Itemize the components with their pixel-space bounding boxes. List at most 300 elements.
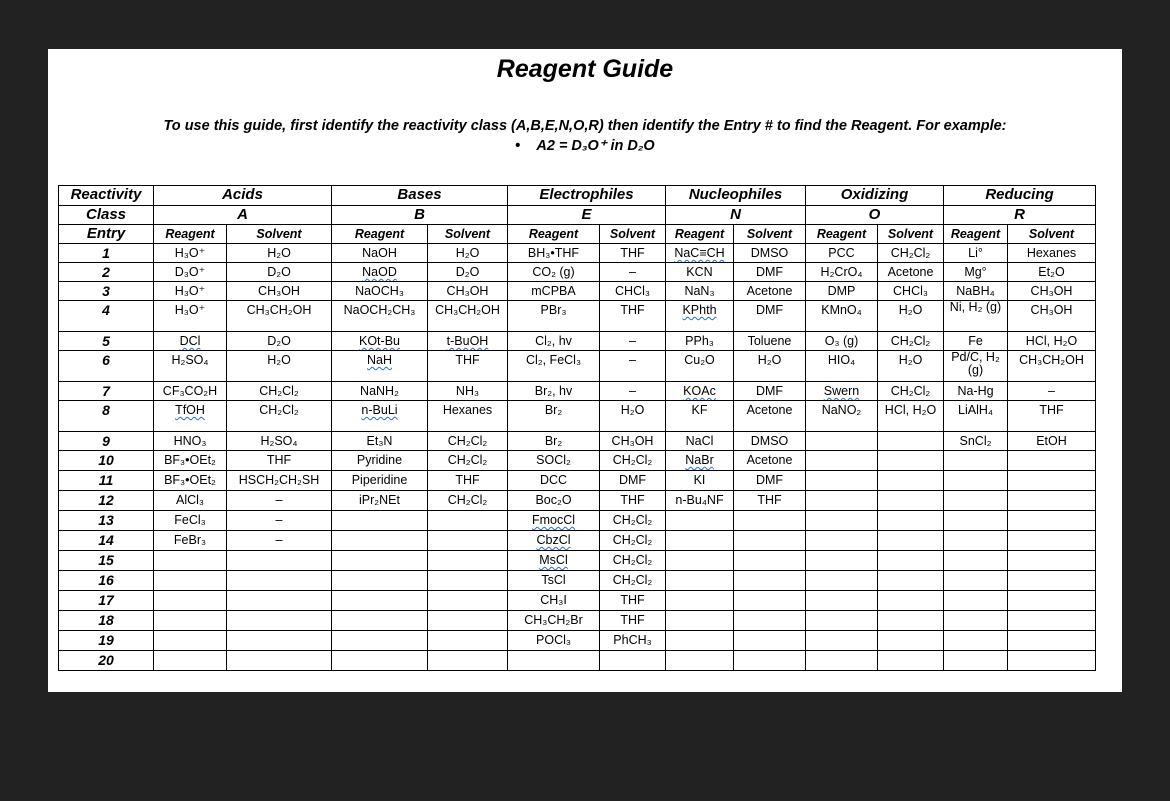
electrophiles-reagent-cell: DCC (508, 471, 600, 491)
electrophiles-reagent-text: FmocCl (531, 513, 576, 527)
electrophiles-reagent-cell: Br₂ (508, 432, 600, 451)
nucleophiles-reagent-cell (666, 244, 734, 263)
nucleophiles-reagent-cell: NaN₃ (666, 282, 734, 301)
bases-solvent-cell: CH₂Cl₂ (428, 432, 508, 451)
acids-reagent-cell: BF₃•OEt₂ (154, 451, 227, 471)
acids-solvent-cell (227, 611, 332, 631)
table-row (59, 382, 1096, 401)
table-row (59, 571, 1096, 591)
acids-reagent-cell (154, 591, 227, 611)
bases-solvent-cell (428, 591, 508, 611)
acids-solvent-cell: H₂O (227, 244, 332, 263)
entry-number: 3 (59, 282, 154, 301)
bases-reagent-cell (332, 511, 428, 531)
class-letter-n: N (666, 206, 806, 225)
acids-solvent-cell (227, 551, 332, 571)
nucleophiles-solvent-cell: DMF (734, 301, 806, 332)
bases-reagent-text: n-BuLi (361, 403, 398, 417)
entry-number: 14 (59, 531, 154, 551)
electrophiles-reagent-cell: POCl₃ (508, 631, 600, 651)
nucleophiles-reagent-cell (666, 591, 734, 611)
acids-solvent-cell: D₂O (227, 263, 332, 282)
electrophiles-solvent-cell: – (600, 263, 666, 282)
electrophiles-reagent-cell: CO₂ (g) (508, 263, 600, 282)
oxidizing-reagent-cell (806, 531, 878, 551)
oxidizing-reagent-cell (806, 551, 878, 571)
bases-reagent-cell (332, 611, 428, 631)
reducing-reagent-cell: Mg° (944, 263, 1008, 282)
reducing-solvent-cell: Hexanes (1008, 244, 1096, 263)
class-name-reducing: Reducing (944, 186, 1096, 206)
oxidizing-reagent-cell: PCC (806, 244, 878, 263)
nucleophiles-reagent-cell (666, 451, 734, 471)
nucleophiles-reagent-cell (666, 611, 734, 631)
entry-label: Entry (59, 225, 154, 244)
bases-solvent-cell (428, 531, 508, 551)
acids-reagent-cell: FeCl₃ (154, 511, 227, 531)
entry-number: 2 (59, 263, 154, 282)
reducing-solvent-cell (1008, 471, 1096, 491)
electrophiles-reagent-cell: BH₃•THF (508, 244, 600, 263)
nucleophiles-reagent-cell: KF (666, 401, 734, 432)
table-row (59, 451, 1096, 471)
oxidizing-solvent-cell (878, 531, 944, 551)
nucleophiles-reagent-cell (666, 551, 734, 571)
bases-reagent-cell: NaOCH₂CH₃ (332, 301, 428, 332)
bases-solvent-cell (428, 631, 508, 651)
acids-solvent-cell (227, 591, 332, 611)
oxidizing-solvent-cell (878, 651, 944, 671)
nucleophiles-solvent-cell: Acetone (734, 451, 806, 471)
class-name-bases: Bases (332, 186, 508, 206)
oxidizing-reagent-text: Swern (823, 384, 860, 398)
reducing-reagent-cell (944, 491, 1008, 511)
nucleophiles-solvent-cell: DMF (734, 471, 806, 491)
acids-solvent-cell: – (227, 491, 332, 511)
reducing-reagent-cell: SnCl₂ (944, 432, 1008, 451)
bases-solvent-cell (428, 551, 508, 571)
electrophiles-reagent-cell: TsCl (508, 571, 600, 591)
acids-solvent-cell: – (227, 511, 332, 531)
oxidizing-solvent-cell: CH₂Cl₂ (878, 332, 944, 351)
nucleophiles-reagent-cell: Cu₂O (666, 351, 734, 382)
oxidizing-solvent-cell (878, 491, 944, 511)
oxidizing-solvent-cell (878, 631, 944, 651)
electrophiles-reagent-cell: Br₂ (508, 401, 600, 432)
acids-reagent-cell: AlCl₃ (154, 491, 227, 511)
entry-number: 1 (59, 244, 154, 263)
table-row (59, 511, 1096, 531)
oxidizing-reagent-cell (806, 571, 878, 591)
oxidizing-solvent-cell: HCl, H₂O (878, 401, 944, 432)
nucleophiles-solvent-cell (734, 531, 806, 551)
table-row (59, 401, 1096, 432)
bases-reagent-cell (332, 263, 428, 282)
acids-reagent-cell (154, 631, 227, 651)
acids-solvent-cell: CH₃OH (227, 282, 332, 301)
reducing-solvent-header: Solvent (1008, 225, 1096, 244)
oxidizing-reagent-cell (806, 432, 878, 451)
table-row (59, 332, 1096, 351)
class-name-electrophiles: Electrophiles (508, 186, 666, 206)
reducing-reagent-cell (944, 571, 1008, 591)
acids-solvent-cell: CH₂Cl₂ (227, 401, 332, 432)
reducing-solvent-cell (1008, 591, 1096, 611)
oxidizing-solvent-cell (878, 511, 944, 531)
reducing-solvent-cell (1008, 551, 1096, 571)
bases-reagent-cell (332, 631, 428, 651)
bases-reagent-cell (332, 351, 428, 382)
reducing-solvent-cell (1008, 511, 1096, 531)
bases-reagent-text: NaH (366, 353, 392, 367)
document-page (48, 49, 1122, 692)
electrophiles-solvent-cell: CH₂Cl₂ (600, 531, 666, 551)
reducing-solvent-cell: Et₂O (1008, 263, 1096, 282)
oxidizing-reagent-cell (806, 451, 878, 471)
oxidizing-reagent-cell (806, 471, 878, 491)
entry-number: 17 (59, 591, 154, 611)
electrophiles-solvent-cell: CH₃OH (600, 432, 666, 451)
nucleophiles-reagent-header: Reagent (666, 225, 734, 244)
nucleophiles-reagent-cell (666, 571, 734, 591)
bases-reagent-header: Reagent (332, 225, 428, 244)
table-row (59, 263, 1096, 282)
bases-solvent-cell: CH₂Cl₂ (428, 451, 508, 471)
acids-solvent-cell: CH₃CH₂OH (227, 301, 332, 332)
acids-solvent-cell: H₂O (227, 351, 332, 382)
reducing-reagent-cell: Pd/C, H₂ (g) (944, 351, 1008, 382)
electrophiles-reagent-cell: mCPBA (508, 282, 600, 301)
electrophiles-reagent-cell: Cl₂, hv (508, 332, 600, 351)
reducing-reagent-cell (944, 471, 1008, 491)
class-letter-r: R (944, 206, 1096, 225)
table-row (59, 432, 1096, 451)
nucleophiles-reagent-text: KPhth (682, 303, 717, 317)
nucleophiles-reagent-cell (666, 511, 734, 531)
reducing-reagent-cell (944, 451, 1008, 471)
acids-solvent-cell: THF (227, 451, 332, 471)
reducing-reagent-cell (944, 631, 1008, 651)
nucleophiles-reagent-text: KOAc (683, 384, 716, 398)
bases-reagent-cell (332, 551, 428, 571)
nucleophiles-solvent-cell (734, 631, 806, 651)
oxidizing-solvent-cell (878, 551, 944, 571)
bases-solvent-header: Solvent (428, 225, 508, 244)
bases-solvent-cell: H₂O (428, 244, 508, 263)
reducing-solvent-cell: EtOH (1008, 432, 1096, 451)
oxidizing-reagent-cell (806, 631, 878, 651)
class-name-oxidizing: Oxidizing (806, 186, 944, 206)
electrophiles-solvent-cell: CH₂Cl₂ (600, 451, 666, 471)
electrophiles-reagent-cell: Cl₂, FeCl₃ (508, 351, 600, 382)
reducing-solvent-cell (1008, 611, 1096, 631)
entry-number: 9 (59, 432, 154, 451)
bases-reagent-text: NaOD (362, 265, 397, 279)
reducing-solvent-cell: HCl, H₂O (1008, 332, 1096, 351)
class-letter-o: O (806, 206, 944, 225)
bases-solvent-cell: D₂O (428, 263, 508, 282)
acids-reagent-cell: D₃O⁺ (154, 263, 227, 282)
bases-reagent-cell: Pyridine (332, 451, 428, 471)
nucleophiles-solvent-cell: DMF (734, 382, 806, 401)
acids-reagent-text: DCl (179, 334, 201, 348)
oxidizing-reagent-cell (806, 611, 878, 631)
electrophiles-reagent-cell: Br₂, hv (508, 382, 600, 401)
table-row (59, 531, 1096, 551)
nucleophiles-reagent-cell: KI (666, 471, 734, 491)
entry-number: 7 (59, 382, 154, 401)
nucleophiles-solvent-cell: DMF (734, 263, 806, 282)
table-row (59, 651, 1096, 671)
bases-solvent-cell: CH₃CH₂OH (428, 301, 508, 332)
acids-reagent-cell: H₂SO₄ (154, 351, 227, 382)
bases-reagent-cell: NaOH (332, 244, 428, 263)
electrophiles-solvent-cell: CH₂Cl₂ (600, 571, 666, 591)
reducing-reagent-cell (944, 611, 1008, 631)
electrophiles-reagent-header: Reagent (508, 225, 600, 244)
nucleophiles-solvent-cell: Toluene (734, 332, 806, 351)
electrophiles-solvent-cell: CH₂Cl₂ (600, 511, 666, 531)
class-label: Class (59, 206, 154, 225)
oxidizing-reagent-cell: H₂CrO₄ (806, 263, 878, 282)
nucleophiles-reagent-cell (666, 531, 734, 551)
reagent-table (58, 185, 1096, 671)
oxidizing-solvent-cell: H₂O (878, 351, 944, 382)
table-row (59, 591, 1096, 611)
reducing-reagent-cell: Na-Hg (944, 382, 1008, 401)
class-letter-a: A (154, 206, 332, 225)
oxidizing-reagent-header: Reagent (806, 225, 878, 244)
electrophiles-solvent-cell (600, 651, 666, 671)
electrophiles-solvent-cell: PhCH₃ (600, 631, 666, 651)
nucleophiles-reagent-cell: KCN (666, 263, 734, 282)
reducing-solvent-cell: CH₃CH₂OH (1008, 351, 1096, 382)
acids-solvent-cell: H₂SO₄ (227, 432, 332, 451)
entry-number: 20 (59, 651, 154, 671)
electrophiles-solvent-cell: CH₂Cl₂ (600, 551, 666, 571)
oxidizing-reagent-cell (806, 591, 878, 611)
electrophiles-reagent-cell (508, 651, 600, 671)
acids-reagent-cell (154, 551, 227, 571)
oxidizing-solvent-cell: CH₂Cl₂ (878, 382, 944, 401)
electrophiles-solvent-cell: – (600, 332, 666, 351)
bases-solvent-text: t-BuOH (446, 334, 489, 348)
bases-reagent-cell: NaOCH₃ (332, 282, 428, 301)
nucleophiles-reagent-cell: n-Bu₄NF (666, 491, 734, 511)
oxidizing-solvent-cell (878, 451, 944, 471)
acids-reagent-cell: FeBr₃ (154, 531, 227, 551)
nucleophiles-solvent-cell: Acetone (734, 401, 806, 432)
table-row (59, 611, 1096, 631)
acids-reagent-cell (154, 651, 227, 671)
nucleophiles-solvent-cell: Acetone (734, 282, 806, 301)
electrophiles-solvent-header: Solvent (600, 225, 666, 244)
electrophiles-reagent-cell: PBr₃ (508, 301, 600, 332)
nucleophiles-solvent-cell: DMSO (734, 432, 806, 451)
bases-reagent-cell (332, 651, 428, 671)
reducing-solvent-cell (1008, 491, 1096, 511)
entry-number: 8 (59, 401, 154, 432)
bases-reagent-cell (332, 591, 428, 611)
reducing-solvent-cell: CH₃OH (1008, 282, 1096, 301)
entry-number: 18 (59, 611, 154, 631)
reducing-reagent-cell: Li° (944, 244, 1008, 263)
reducing-solvent-cell: – (1008, 382, 1096, 401)
bases-reagent-cell: NaNH₂ (332, 382, 428, 401)
electrophiles-solvent-cell: THF (600, 301, 666, 332)
electrophiles-reagent-cell: SOCl₂ (508, 451, 600, 471)
bases-solvent-cell (428, 571, 508, 591)
bases-solvent-cell (428, 511, 508, 531)
acids-reagent-cell: H₃O⁺ (154, 244, 227, 263)
electrophiles-solvent-cell: H₂O (600, 401, 666, 432)
oxidizing-solvent-cell: Acetone (878, 263, 944, 282)
electrophiles-solvent-cell: – (600, 382, 666, 401)
reducing-solvent-cell: CH₃OH (1008, 301, 1096, 332)
nucleophiles-solvent-cell (734, 591, 806, 611)
oxidizing-solvent-header: Solvent (878, 225, 944, 244)
table-row (59, 351, 1096, 382)
acids-reagent-text: TfOH (175, 403, 205, 417)
oxidizing-solvent-cell (878, 571, 944, 591)
reducing-reagent-cell (944, 511, 1008, 531)
acids-reagent-cell: HNO₃ (154, 432, 227, 451)
oxidizing-solvent-cell: CHCl₃ (878, 282, 944, 301)
entry-number: 15 (59, 551, 154, 571)
bases-reagent-cell (332, 571, 428, 591)
table-row (59, 282, 1096, 301)
bases-solvent-cell: NH₃ (428, 382, 508, 401)
electrophiles-reagent-text: CbzCl (536, 533, 571, 547)
oxidizing-reagent-cell: O₃ (g) (806, 332, 878, 351)
electrophiles-reagent-cell: CH₃CH₂Br (508, 611, 600, 631)
oxidizing-reagent-cell (806, 651, 878, 671)
instructions-text: To use this guide, first identify the reactivity class (A,B,E,N,O,R) then identify the Entry # to find the Reagent. For example: (163, 118, 1007, 134)
electrophiles-reagent-text: MsCl (539, 553, 568, 567)
electrophiles-solvent-cell: DMF (600, 471, 666, 491)
reducing-solvent-cell (1008, 571, 1096, 591)
reducing-solvent-cell: THF (1008, 401, 1096, 432)
nucleophiles-solvent-cell: H₂O (734, 351, 806, 382)
oxidizing-solvent-cell (878, 591, 944, 611)
class-name-acids: Acids (154, 186, 332, 206)
bases-reagent-cell (332, 401, 428, 432)
class-name-nucleophiles: Nucleophiles (666, 186, 806, 206)
nucleophiles-solvent-cell: THF (734, 491, 806, 511)
page-title: Reagent Guide (496, 55, 674, 83)
oxidizing-reagent-cell: NaNO₂ (806, 401, 878, 432)
bases-solvent-cell (428, 651, 508, 671)
entry-number: 16 (59, 571, 154, 591)
acids-solvent-cell: – (227, 531, 332, 551)
acids-reagent-cell: H₃O⁺ (154, 301, 227, 332)
nucleophiles-solvent-cell: DMSO (734, 244, 806, 263)
entry-number: 4 (59, 301, 154, 332)
acids-solvent-cell (227, 571, 332, 591)
table-row (59, 491, 1096, 511)
class-letter-e: E (508, 206, 666, 225)
class-letter-b: B (332, 206, 508, 225)
bullet-icon: • (515, 138, 521, 154)
electrophiles-reagent-cell (508, 551, 600, 571)
entry-number: 13 (59, 511, 154, 531)
table-row (59, 244, 1096, 263)
reducing-reagent-cell: NaBH₄ (944, 282, 1008, 301)
reducing-reagent-cell (944, 651, 1008, 671)
bases-reagent-text: KOt-Bu (359, 334, 400, 348)
reactivity-label: Reactivity (59, 186, 154, 206)
nucleophiles-reagent-text: NaC≡CH (674, 246, 725, 260)
oxidizing-solvent-cell (878, 432, 944, 451)
bases-solvent-cell (428, 332, 508, 351)
electrophiles-reagent-cell: Boc₂O (508, 491, 600, 511)
acids-reagent-cell (154, 611, 227, 631)
oxidizing-reagent-cell (806, 491, 878, 511)
nucleophiles-reagent-cell: PPh₃ (666, 332, 734, 351)
reducing-solvent-cell (1008, 531, 1096, 551)
nucleophiles-solvent-cell (734, 651, 806, 671)
acids-reagent-cell (154, 401, 227, 432)
acids-solvent-cell: CH₂Cl₂ (227, 382, 332, 401)
nucleophiles-solvent-header: Solvent (734, 225, 806, 244)
nucleophiles-solvent-cell (734, 611, 806, 631)
table-row (59, 551, 1096, 571)
bases-reagent-cell: Piperidine (332, 471, 428, 491)
reducing-reagent-header: Reagent (944, 225, 1008, 244)
acids-solvent-cell: D₂O (227, 332, 332, 351)
bases-solvent-cell: THF (428, 351, 508, 382)
bases-solvent-cell: CH₂Cl₂ (428, 491, 508, 511)
oxidizing-solvent-cell (878, 611, 944, 631)
example-text: A2 = D₃O⁺ in D₂O (536, 138, 655, 154)
electrophiles-solvent-cell: – (600, 351, 666, 382)
entry-number: 6 (59, 351, 154, 382)
oxidizing-reagent-cell: KMnO₄ (806, 301, 878, 332)
acids-solvent-cell: HSCH₂CH₂SH (227, 471, 332, 491)
acids-solvent-header: Solvent (227, 225, 332, 244)
nucleophiles-reagent-cell (666, 301, 734, 332)
nucleophiles-solvent-cell (734, 571, 806, 591)
electrophiles-reagent-cell (508, 511, 600, 531)
table-row (59, 301, 1096, 332)
reducing-reagent-cell (944, 551, 1008, 571)
acids-reagent-cell: H₃O⁺ (154, 282, 227, 301)
reducing-solvent-cell (1008, 451, 1096, 471)
bases-reagent-cell: iPr₂NEt (332, 491, 428, 511)
bases-reagent-cell (332, 531, 428, 551)
electrophiles-solvent-cell: THF (600, 611, 666, 631)
table-row (59, 471, 1096, 491)
bases-solvent-cell: THF (428, 471, 508, 491)
reducing-reagent-cell (944, 591, 1008, 611)
acids-solvent-cell (227, 651, 332, 671)
bases-reagent-cell (332, 332, 428, 351)
acids-reagent-cell (154, 571, 227, 591)
reducing-reagent-cell: Ni, H₂ (g) (944, 301, 1008, 332)
reducing-solvent-cell (1008, 651, 1096, 671)
oxidizing-reagent-cell: HIO₄ (806, 351, 878, 382)
reducing-solvent-cell (1008, 631, 1096, 651)
entry-number: 12 (59, 491, 154, 511)
bases-solvent-cell (428, 611, 508, 631)
nucleophiles-reagent-cell (666, 382, 734, 401)
oxidizing-reagent-cell: DMP (806, 282, 878, 301)
bases-reagent-cell: Et₃N (332, 432, 428, 451)
electrophiles-solvent-cell: THF (600, 591, 666, 611)
entry-number: 19 (59, 631, 154, 651)
acids-solvent-cell (227, 631, 332, 651)
oxidizing-solvent-cell (878, 471, 944, 491)
